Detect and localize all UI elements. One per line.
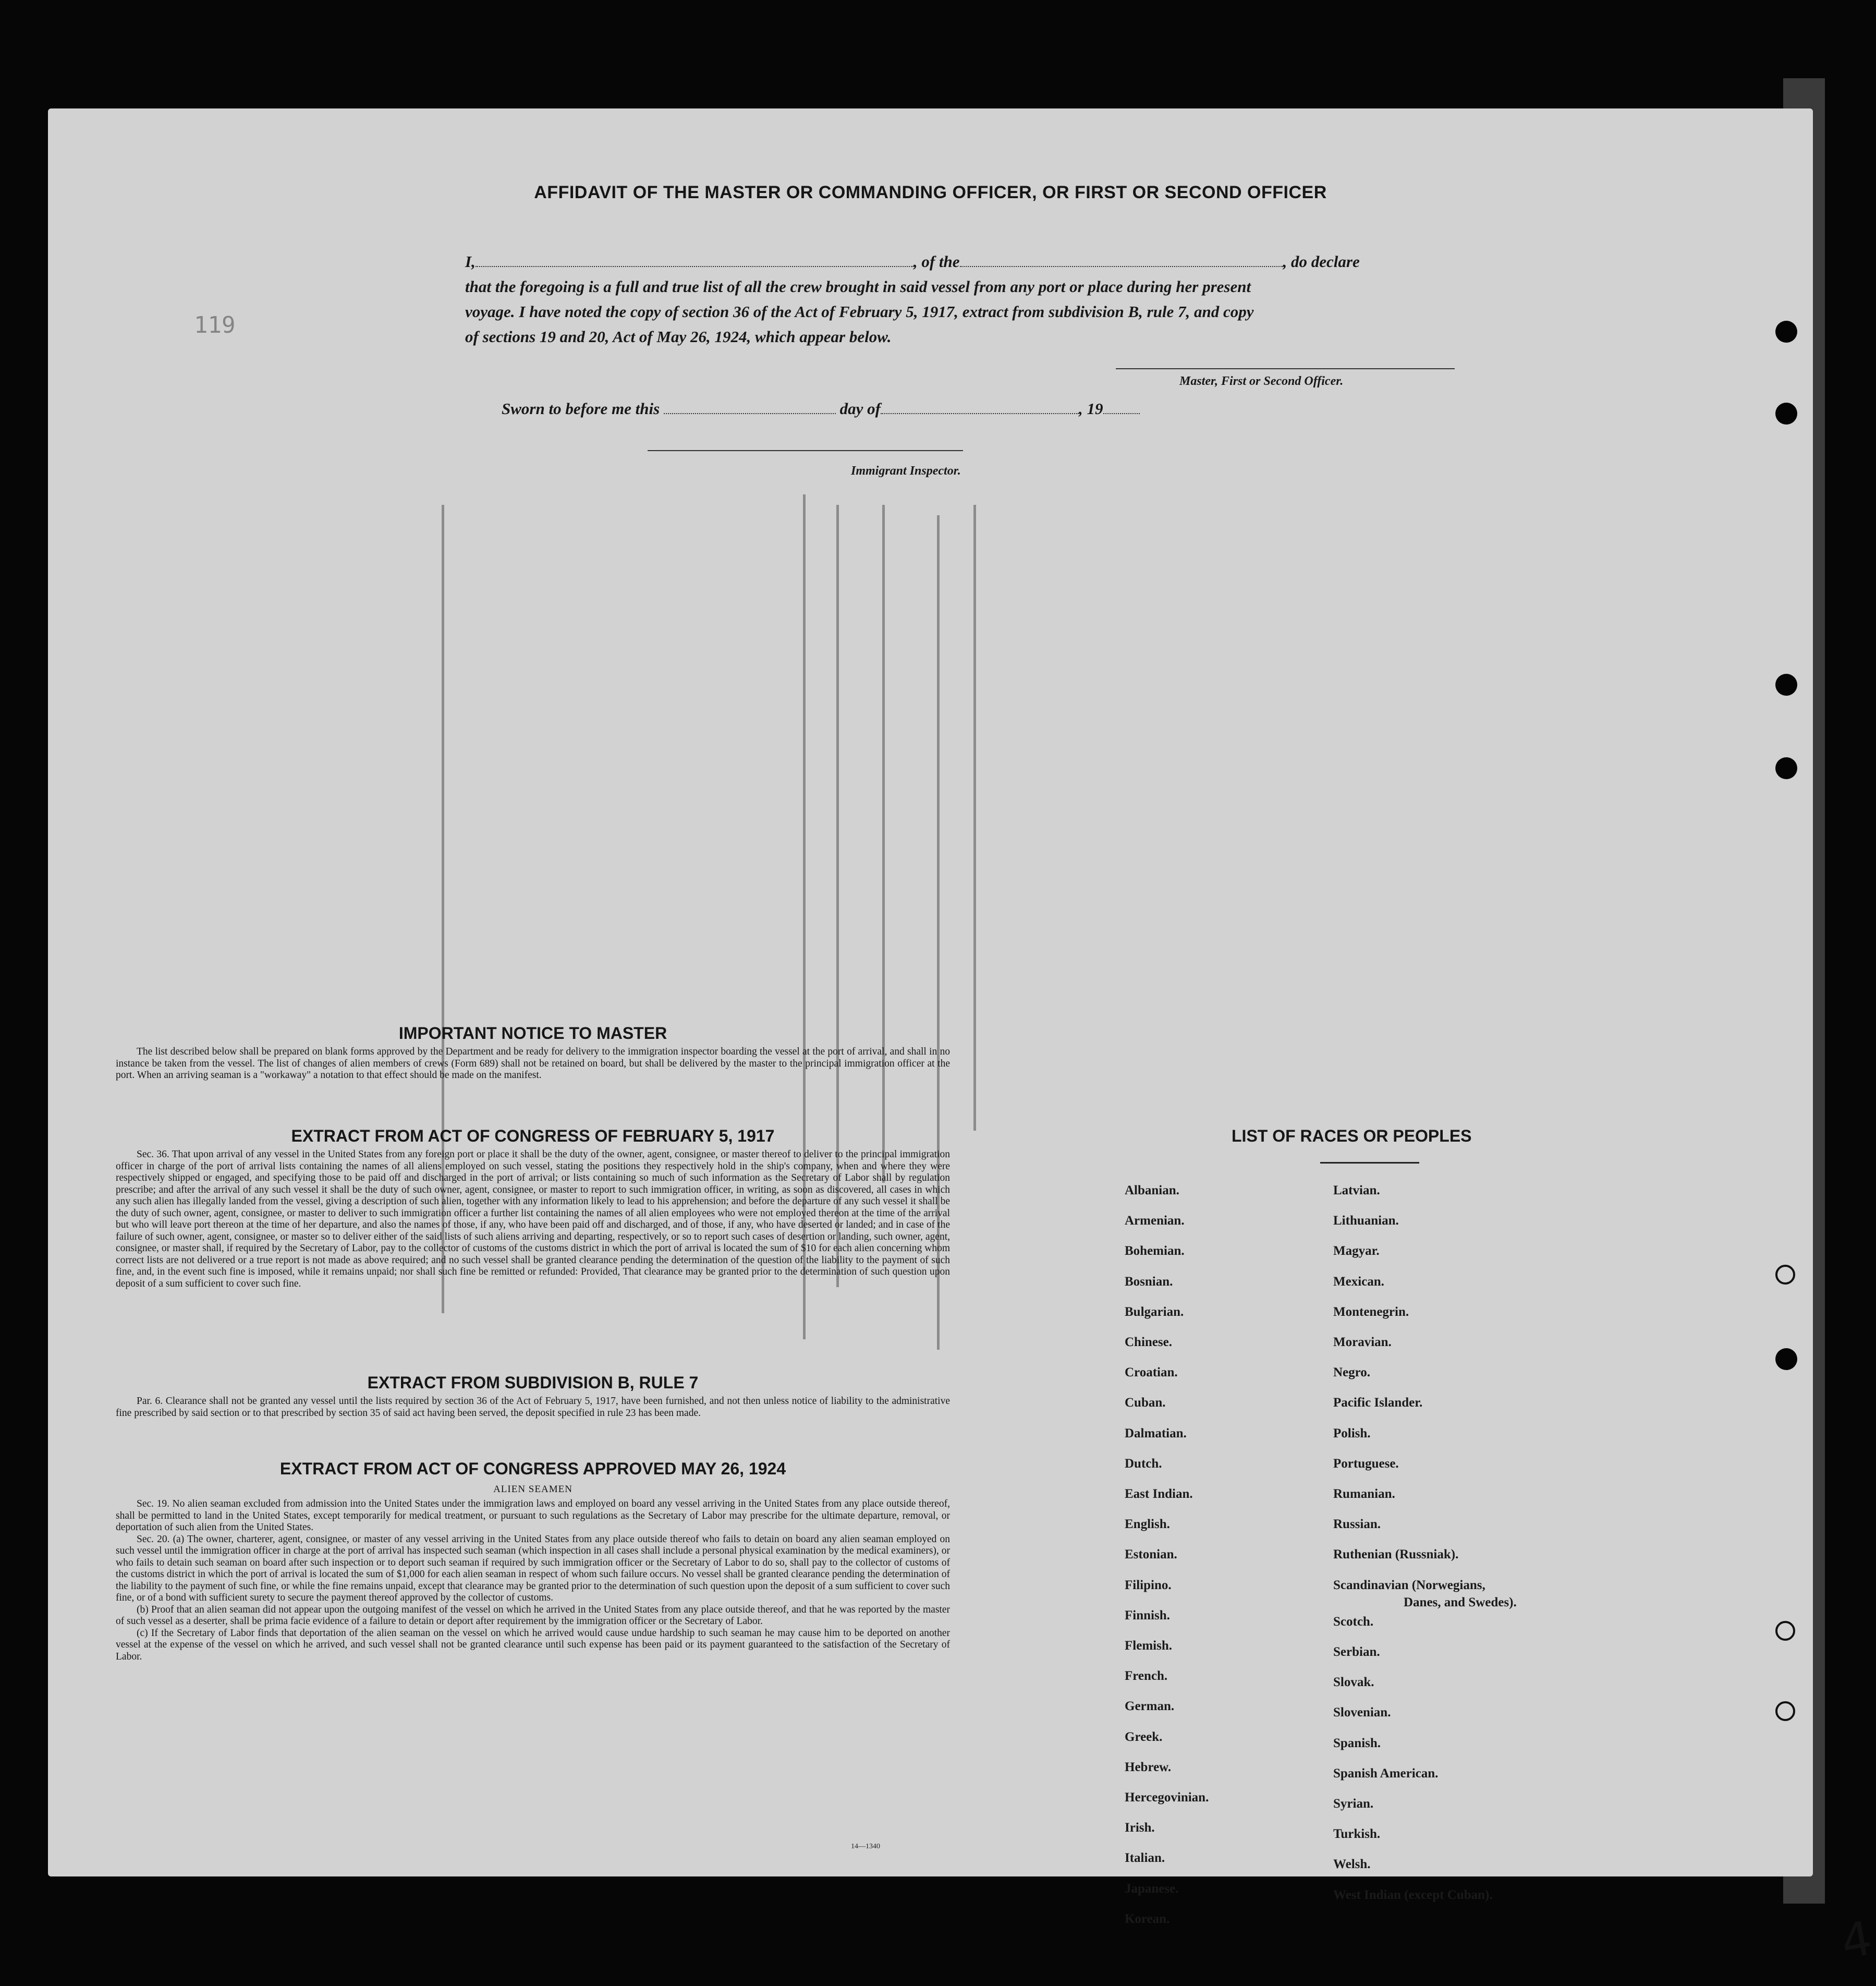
extract-1924-title: EXTRACT FROM ACT OF CONGRESS APPROVED MAY 26, 1924	[279, 1459, 786, 1478]
race-item: Polish.	[1333, 1426, 1371, 1440]
race-item: Danes, and Swedes).	[1404, 1595, 1517, 1609]
extract-1924-sec19: Sec. 19. No alien seaman excluded from admission into the United States under the immigration laws and employed on board any vessel arriving in the United States from any place outside thereof, shall be permitted to land in the United States, except temporarily for medical treatment, or pursuant to such regulations as the Secretary of Labor may prescribe for the ultimate departure, removal, or deportation of such alien from the United States.	[116, 1498, 950, 1533]
race-item: Montenegrin.	[1333, 1304, 1409, 1319]
bleed-column-line	[973, 505, 976, 1131]
race-item: Bulgarian.	[1125, 1304, 1184, 1319]
sworn-year-blank	[1103, 398, 1140, 414]
race-item: Slovenian.	[1333, 1705, 1391, 1720]
extract-1924-sec20b: (b) Proof that an alien seaman did not appear upon the outgoing manifest of the vessel on which he arrived in the United States from any place outside thereof, and that he was reported by the master of such vessel as a deserter, shall be prima facie evidence of a failure to detain or deport after requirement by the immigration officer or the Secretary of Labor.	[116, 1604, 950, 1627]
important-notice-body: The list described below shall be prepared on blank forms approved by the Department and be ready for delivery to the immigration inspector boarding the vessel at the port of arrival, and shall in no instance be taken from the vessel. The list of changes of alien members of crews (Form 689) shall not be retained on board, but shall be delivered by the master to the principal immigration officer at the port. When an arriving seaman is a "workaway" a notation to that effect should be made on the manifest.	[116, 1046, 950, 1081]
race-item: Dutch.	[1125, 1456, 1162, 1471]
corner-page-mark: 4	[1837, 1910, 1876, 1970]
race-item: Korean.	[1125, 1911, 1170, 1926]
race-item: Cuban.	[1125, 1396, 1166, 1410]
race-item: Bohemian.	[1125, 1244, 1185, 1258]
rule7-title: EXTRACT FROM SUBDIVISION B, RULE 7	[367, 1373, 699, 1392]
race-item: Italian.	[1125, 1851, 1165, 1866]
race-item: Dalmatian.	[1125, 1426, 1187, 1440]
race-item: Bosnian.	[1125, 1274, 1173, 1289]
race-item: Scotch.	[1333, 1614, 1374, 1629]
punch-hole	[1775, 1701, 1795, 1721]
race-item: Japanese.	[1125, 1881, 1179, 1896]
punch-hole	[1775, 403, 1797, 425]
race-item: Hebrew.	[1125, 1760, 1172, 1774]
vessel-blank	[960, 251, 1283, 267]
extract-1917-title: EXTRACT FROM ACT OF CONGRESS OF FEBRUARY 5, 1917	[291, 1127, 775, 1145]
master-signature-label: Master, First or Second Officer.	[1179, 374, 1344, 388]
race-item: Albanian.	[1125, 1183, 1179, 1197]
affidavit-line-1	[465, 249, 1497, 274]
punch-hole	[1775, 674, 1797, 696]
affidavit-i: I,	[465, 252, 476, 271]
sheet-number: 119	[194, 312, 236, 338]
race-item: Greek.	[1125, 1729, 1163, 1744]
punch-hole	[1775, 321, 1797, 343]
affidavit-line-3: voyage. I have noted the copy of section 36 of the Act of February 5, 1917, extract from subdivision B, rule 7, and copy	[465, 302, 1254, 321]
race-item: Magyar.	[1333, 1244, 1380, 1258]
race-item: Negro.	[1333, 1365, 1371, 1380]
race-item: Estonian.	[1125, 1547, 1177, 1562]
race-item: West Indian (except Cuban).	[1333, 1887, 1493, 1902]
race-item: Croatian.	[1125, 1365, 1178, 1380]
race-item: Portuguese.	[1333, 1456, 1399, 1471]
race-item: Finnish.	[1125, 1608, 1170, 1622]
document-page	[48, 108, 1876, 1970]
race-item: East Indian.	[1125, 1487, 1193, 1501]
race-item: German.	[1125, 1699, 1175, 1714]
race-item: Scandinavian (Norwegians,	[1333, 1578, 1485, 1592]
race-item: Irish.	[1125, 1821, 1155, 1835]
extract-1917-body: Sec. 36. That upon arrival of any vessel in the United States from any foreign port or place it shall be the duty of the owner, agent, consignee, or master thereof to deliver to the principal immigration officer in charge of the port of arrival lists containing the names of all aliens employed on such vessel, stating the positions they respectively hold in the ship's company, when and where they were respectively shipped or engaged, and specifying those to be paid off and discharged in the port of arrival; or lists containing so much of such information as the Secretary of Labor shall by regulation prescribe; and after the arrival of any such vessel it shall be the duty of such owner, agent, consignee, or master to report to such immigration officer, in writing, as soon as discovered, all cases in which any such alien has illegally landed from the vessel, giving a description of such alien, together with any information likely to lead to his apprehension; and before the departure of any such vessel it shall be the duty of such owner, agent, consignee, or master to deliver to such immigration officer a further list containing the names of all alien employees who were not employed thereon at the time of the arrival but who will leave port thereon at the time of her departure, and also the names of those, if any, who have been paid off and discharged, and of those, if any, who have deserted or landed; and in case of the failure of such owner, agent, consignee, or master so to deliver either of the said lists of such aliens arriving and departing, respectively, or so to report such cases of desertion or landing, such owner, agent, consignee, or master shall, if required by the Secretary of Labor, pay to the collector of customs of the customs district in which the port of arrival is located the sum of $10 for each alien concerning whom correct lists are not delivered or a true report is not made as above required; and no such vessel shall be granted clearance pending the determination of the question of the liability to the payment of such fine, and, in the event such fine is imposed, while it remains unpaid; nor shall such fine be remitted or refunded: Provided, That clearance may be granted prior to the determination of such question upon deposit of a sum sufficient to cover such fine.	[116, 1149, 950, 1289]
important-notice-section	[116, 1024, 950, 1082]
race-item: Serbian.	[1333, 1645, 1380, 1659]
race-item: Russian.	[1333, 1517, 1381, 1532]
race-item: Mexican.	[1333, 1274, 1384, 1289]
punch-hole	[1775, 1265, 1795, 1285]
rule7-section	[116, 1373, 950, 1419]
affidavit-title: AFFIDAVIT OF THE MASTER OR COMMANDING OFFICER, OR FIRST OR SECOND OFFICER	[534, 183, 1327, 202]
race-item: Spanish.	[1333, 1736, 1381, 1750]
race-item: French.	[1125, 1669, 1168, 1684]
race-item: Slovak.	[1333, 1675, 1374, 1690]
sworn-year-prefix: , 19	[1079, 399, 1103, 418]
race-item: Turkish.	[1333, 1827, 1381, 1842]
affidavit-of-the: , of the	[913, 252, 960, 271]
sworn-prefix: Sworn to before me this	[502, 399, 660, 418]
race-item: Chinese.	[1125, 1335, 1172, 1349]
extract-1924-sec20a: Sec. 20. (a) The owner, charterer, agent, consignee, or master of any vessel arriving in the United States from any place outside thereof who fails to detain on board any alien seaman employed on such vessel until the immigration officer in charge at the port of arrival has inspected such seaman (which inspection in all cases shall include a personal physical examination by the medical examiners), or who fails to detain such seaman on board after such inspection or to deport such seaman if required by such immigration officer or the Secretary of Labor to do so, shall pay to the collector of customs of the customs district in which the port of arrival is located the sum of $1,000 for each alien seaman in respect of whom such failure occurs. No vessel shall be granted clearance pending the determination of the liability to the payment of such fine, or while the fine remains unpaid, except that clearance may be granted prior to the determination of such question upon the deposit of a sum sufficient to cover such fine, or of a bond with sufficient surety to secure the payment thereof approved by the collector of customs.	[116, 1533, 950, 1603]
affidavit-text	[465, 249, 1497, 349]
race-item: Rumanian.	[1333, 1487, 1395, 1501]
sworn-day-of: day of	[839, 399, 881, 418]
affidavit-line-4: of sections 19 and 20, Act of May 26, 1924, which appear below.	[465, 328, 892, 346]
sworn-line	[502, 398, 1140, 418]
extract-1917-section	[116, 1127, 950, 1290]
races-title: LIST OF RACES OR PEOPLES	[1232, 1127, 1472, 1145]
affidavit-line-2: that the foregoing is a full and true list of all the crew brought in said vessel from any port or place during her present	[465, 277, 1251, 296]
sworn-month-blank	[881, 398, 1079, 414]
extract-1924-sec20c: (c) If the Secretary of Labor finds that deportation of the alien seaman on the vessel on which he arrived would cause undue hardship to such seaman he may cause him to be deported on another vessel at the expense of the vessel on which he arrived, and such vessel shall not be granted clearance until such expense has been paid or its payment guaranteed to the satisfaction of the Secretary of Labor.	[116, 1627, 950, 1662]
rule7-body: Par. 6. Clearance shall not be granted any vessel until the lists required by section 36 of the Act of February 5, 1917, have been furnished, and not then unless notice of liability to the administrative fine prescribed by said section or to that prescribed by section 35 of said act having been served, the deposit specified in rule 23 has been made.	[116, 1396, 950, 1419]
important-notice-title: IMPORTANT NOTICE TO MASTER	[398, 1024, 667, 1043]
race-item: Flemish.	[1125, 1639, 1172, 1653]
inspector-signature-line	[648, 450, 963, 451]
race-item: Filipino.	[1125, 1578, 1172, 1592]
race-item: Pacific Islander.	[1333, 1396, 1423, 1410]
name-blank	[476, 251, 913, 267]
sworn-day-blank	[664, 398, 836, 414]
race-item: Lithuanian.	[1333, 1214, 1399, 1228]
punch-hole	[1775, 757, 1797, 779]
races-title-rule	[1320, 1162, 1419, 1164]
race-item: Latvian.	[1333, 1183, 1380, 1197]
race-item: Hercegovinian.	[1125, 1790, 1209, 1805]
punch-hole	[1775, 1348, 1797, 1370]
race-item: Syrian.	[1333, 1797, 1374, 1811]
affidavit-do-declare: , do declare	[1283, 252, 1360, 271]
race-item: Ruthenian (Russniak).	[1333, 1547, 1459, 1562]
extract-1924-subtitle: ALIEN SEAMEN	[493, 1484, 572, 1495]
race-item: Welsh.	[1333, 1857, 1371, 1872]
inspector-signature-label: Immigrant Inspector.	[851, 464, 961, 478]
master-signature-line	[1116, 368, 1455, 369]
extract-1924-section	[116, 1459, 950, 1663]
punch-hole	[1775, 1621, 1795, 1641]
race-item: English.	[1125, 1517, 1170, 1532]
race-item: Spanish American.	[1333, 1766, 1439, 1781]
race-item: Armenian.	[1125, 1214, 1185, 1228]
form-number: 14—1340	[851, 1843, 880, 1850]
race-item: Moravian.	[1333, 1335, 1392, 1349]
